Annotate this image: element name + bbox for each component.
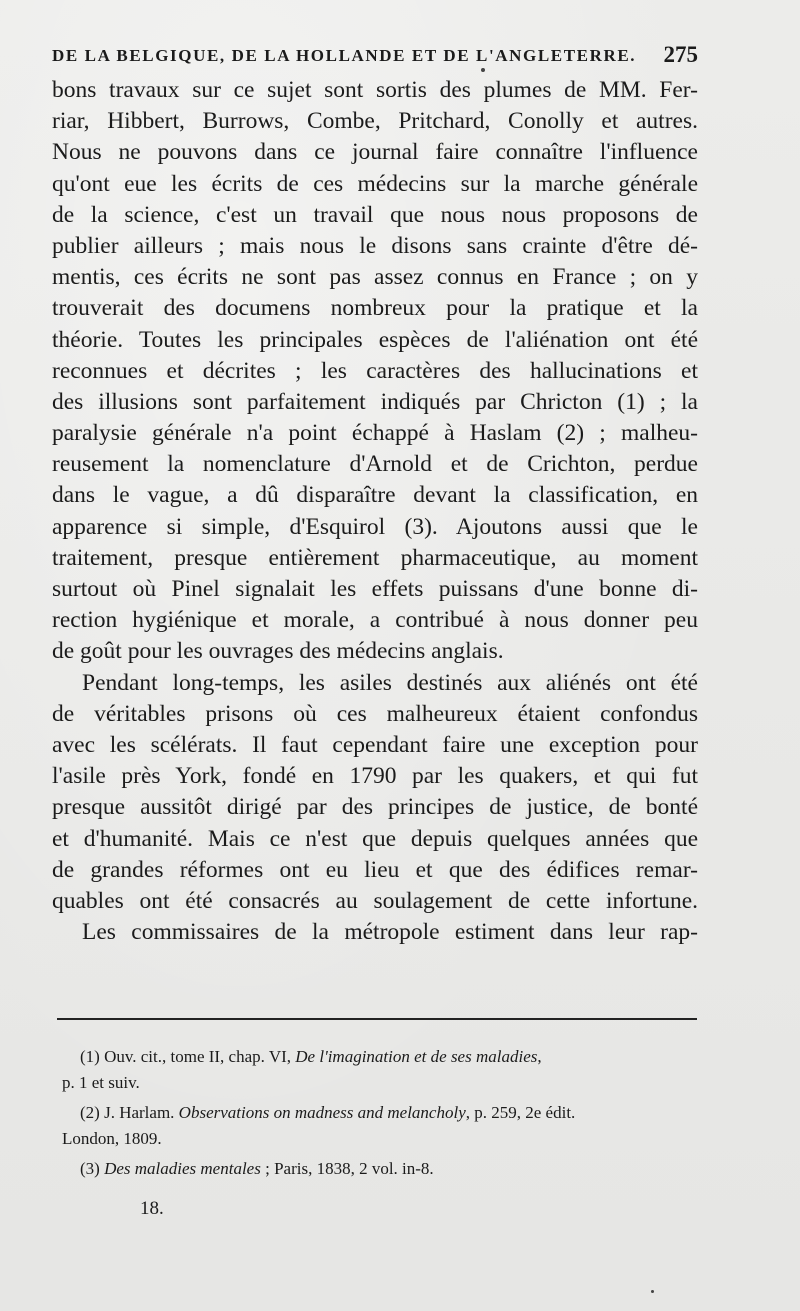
footnote-marker: (2) <box>80 1103 100 1122</box>
text-line: bons travaux sur ce sujet sont sortis des plumes de MM. Fer- <box>52 77 698 103</box>
cited-title: De l'imagination et de ses maladies <box>295 1047 538 1066</box>
footnote-text: Ouv. cit., tome II, chap. VI, <box>99 1047 296 1066</box>
footnote-text: J. Harlam. <box>99 1103 179 1122</box>
footnote-2 <box>62 1100 698 1152</box>
cited-title: Observations on madness and melancholy <box>178 1103 466 1122</box>
text-line: traitement, presque entièrement pharmaceutique, au moment <box>52 544 698 571</box>
text-line: presque aussitôt dirigé par des principes de justice, de bonté <box>52 794 698 821</box>
text-line: mentis, ces écrits ne sont pas assez connus en France ; on y <box>52 264 698 291</box>
text-line: de goût pour les ouvrages des médecins anglais. <box>52 638 504 665</box>
footnote-marker: (3) <box>80 1159 100 1178</box>
text-line: avec les scélérats. Il faut cependant faire une exception pour <box>52 731 698 758</box>
cited-title: Des maladies mentales <box>104 1159 261 1178</box>
ink-speck <box>651 1290 654 1293</box>
footnote-marker: (1) <box>80 1047 100 1066</box>
text-line: surtout où Pinel signalait les effets puissans d'une bonne di- <box>52 576 698 602</box>
footnote-3 <box>62 1156 698 1182</box>
text-line: de grandes réformes ont eu lieu et que des édifices remar- <box>52 856 698 883</box>
text-line: riar, Hibbert, Burrows, Combe, Pritchard, Conolly et autres. <box>52 108 698 135</box>
footnote-text: ; Paris, 1838, 2 vol. in-8. <box>260 1159 434 1178</box>
text-line: l'asile près York, fondé en 1790 par les quakers, et qui fut <box>52 763 698 790</box>
paragraph-start-line: Les commissaires de la métropole estiment dans leur rap- <box>82 919 698 946</box>
text-line: publier ailleurs ; mais nous le disons sans crainte d'être dé- <box>52 232 698 259</box>
footnote-line <box>62 1156 698 1182</box>
footnote-line: London, 1809. <box>62 1129 162 1148</box>
signature-mark: 18. <box>140 1198 164 1219</box>
text-line: Nous ne pouvons dans ce journal faire connaître l'influence <box>52 139 698 166</box>
text-line: apparence si simple, d'Esquirol (3). Ajoutons aussi que le <box>52 513 698 540</box>
footnotes <box>62 1044 698 1182</box>
footnote-line <box>62 1044 698 1070</box>
running-head <box>52 42 698 72</box>
text-line: qu'ont eue les écrits de ces médecins sur la marche générale <box>52 170 698 197</box>
text-line: trouverait des documens nombreux pour la pratique et la <box>52 295 698 322</box>
footnote-1 <box>62 1044 698 1096</box>
ink-speck <box>481 68 485 72</box>
paragraph-start-line: Pendant long-temps, les asiles destinés aux aliénés ont été <box>82 669 698 696</box>
footnote-text: , <box>537 1047 542 1066</box>
text-line: théorie. Toutes les principales espèces de l'aliénation ont été <box>52 326 698 353</box>
text-line: de véritables prisons où ces malheureux étaient confondus <box>52 700 698 727</box>
text-line: rection hygiénique et morale, a contribué à nous donner peu <box>52 607 698 634</box>
text-line: reconnues et décrites ; les caractères des hallucinations et <box>52 357 698 384</box>
text-line: des illusions sont parfaitement indiqués par Chricton (1) ; la <box>52 388 698 415</box>
footnote-line <box>62 1100 698 1126</box>
text-line: reusement la nomenclature d'Arnold et de Crichton, perdue <box>52 451 698 478</box>
text-line: quables ont été consacrés au soulagement de cette infortune. <box>52 887 698 914</box>
footnote-text: , p. 259, 2e édit. <box>465 1103 576 1122</box>
text-line: et d'humanité. Mais ce n'est que depuis quelques années que <box>52 825 698 852</box>
running-title: DE LA BELGIQUE, DE LA HOLLANDE ET DE L'ANGLETERRE. <box>52 46 637 65</box>
footnote-line: p. 1 et suiv. <box>62 1073 140 1092</box>
footnote-rule <box>57 1018 697 1020</box>
body-text <box>52 75 698 948</box>
page-number: 275 <box>663 42 698 67</box>
text-line: de la science, c'est un travail que nous nous proposons de <box>52 201 698 228</box>
text-line: dans le vague, a dû disparaître devant la classification, en <box>52 482 698 509</box>
text-line: paralysie générale n'a point échappé à Haslam (2) ; malheu- <box>52 420 698 447</box>
